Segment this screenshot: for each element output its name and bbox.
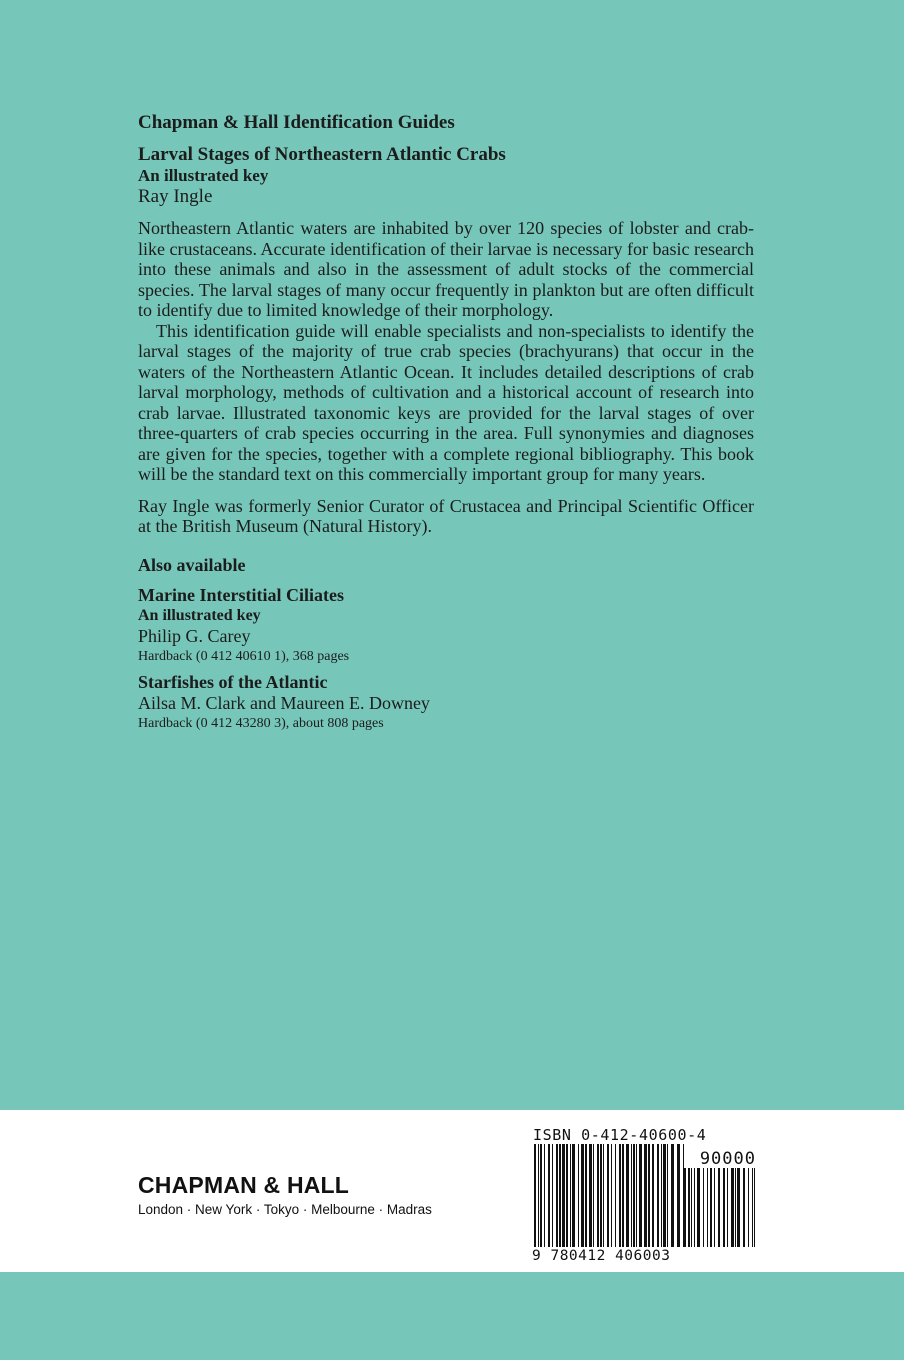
related-book-title: Marine Interstitial Ciliates (138, 584, 344, 605)
back-cover-text (138, 112, 754, 738)
related-book-title: Starfishes of the Atlantic (138, 671, 328, 692)
isbn-label: ISBN 0-412-40600-4 (533, 1126, 707, 1144)
barcode-bar (657, 1144, 659, 1254)
barcode-bar (603, 1144, 604, 1254)
barcode-bar (611, 1144, 612, 1254)
barcode-bar (671, 1144, 674, 1254)
barcode-bar (622, 1144, 624, 1254)
barcode-bar (661, 1144, 662, 1254)
barcode-bar (552, 1144, 553, 1254)
barcode-bar (644, 1144, 647, 1254)
barcode-bar (559, 1144, 561, 1254)
description-paragraph-1: Northeastern Atlantic waters are inhabited by over 120 species of lobster and crab-like crustaceans. Accurate identification of their larvae is necessary for basic research into these animals and also in the assessment of adult stocks of the commercial species. The larval stages of many occur frequently in plankton but are often difficult to identify due to limited knowledge of their morphology. (138, 218, 754, 320)
publisher-cities: London · New York · Tokyo · Melbourne · Madras (138, 1202, 432, 1217)
barcode-bar (578, 1144, 579, 1254)
related-book-subtitle: An illustrated key (138, 606, 261, 624)
barcode-bar (652, 1144, 654, 1254)
barcode-bar (677, 1144, 680, 1254)
barcode-bar (540, 1144, 542, 1254)
also-available-heading: Also available (138, 554, 246, 575)
price-code: 90000 (699, 1149, 756, 1169)
barcode-bar (615, 1144, 616, 1254)
barcode-bar (585, 1144, 587, 1254)
related-book (138, 671, 754, 734)
barcode-bar (648, 1144, 650, 1254)
barcode-bar (636, 1144, 637, 1254)
barcode-bar (667, 1144, 668, 1254)
barcode-bar (544, 1144, 545, 1254)
barcode-bar (633, 1144, 635, 1254)
author-bio: Ray Ingle was formerly Senior Curator of Crustacea and Principal Scientific Officer at the British Museum (Natural History). (138, 495, 754, 536)
barcode (532, 1144, 757, 1262)
publisher-logo: CHAPMAN & HALL (138, 1172, 350, 1198)
series-title: Chapman & Hall Identification Guides (138, 112, 455, 133)
barcode-bar (619, 1144, 621, 1254)
barcode-bar (597, 1144, 599, 1254)
barcode-bar (538, 1144, 539, 1254)
barcode-bar (534, 1144, 536, 1254)
barcode-bar (581, 1144, 584, 1254)
barcode-bar (600, 1144, 602, 1254)
barcode-bar (593, 1144, 594, 1254)
ean-number: 9 780412 406003 (532, 1248, 671, 1262)
description-paragraph-2: This identification guide will enable specialists and non-specialists to identify the larval stages of the majority of true crab species (brachyurans) that occur in the waters of the Northeastern Atlantic Ocean. It includes detailed descriptions of crab larval morphology, methods of cultivation and a historical account of research into crab larvae. Illustrated taxonomic keys are provided for the larval stages of over three-quarters of crab species occurring in the area. Full synonymies and diagnoses are given for the species, together with a complete regional bibliography. This book will be the standard text on this commercially important group for many years. (138, 320, 754, 484)
barcode-bar (566, 1144, 568, 1254)
related-book-author: Ailsa M. Clark and Maureen E. Downey (138, 692, 430, 713)
barcode-bar (562, 1144, 565, 1254)
barcode-bar (631, 1144, 632, 1254)
book-author: Ray Ingle (138, 186, 213, 207)
book-subtitle: An illustrated key (138, 166, 269, 185)
barcode-bar (639, 1144, 642, 1254)
barcode-bar (589, 1144, 592, 1254)
barcode-bar (607, 1144, 609, 1254)
related-book-author: Philip G. Carey (138, 625, 251, 646)
related-book-detail: Hardback (0 412 40610 1), 368 pages (138, 648, 350, 664)
barcode-bar (572, 1144, 575, 1254)
barcode-bar (556, 1144, 558, 1254)
publisher-footer (0, 1110, 904, 1272)
barcode-bar (626, 1144, 629, 1254)
related-book-detail: Hardback (0 412 43280 3), about 808 pages (138, 715, 384, 731)
related-book (138, 584, 754, 667)
barcode-bar (548, 1144, 550, 1254)
barcode-bar (570, 1144, 571, 1254)
barcode-bar (663, 1144, 666, 1254)
book-title: Larval Stages of Northeastern Atlantic Crabs (138, 144, 506, 165)
